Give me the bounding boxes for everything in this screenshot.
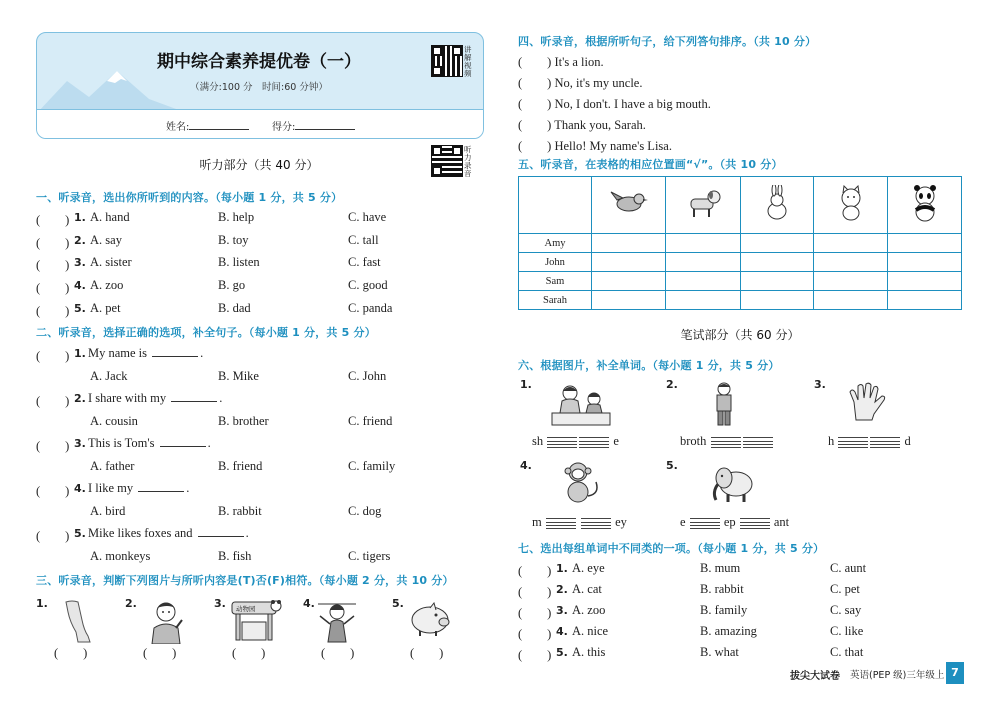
table-row: Amy (519, 234, 962, 253)
list-item: ( ) 2. A. say B. toy C. tall (36, 233, 379, 250)
cat-icon (814, 177, 888, 234)
boy-illustration (146, 598, 186, 644)
footer-subject: 英语(PEP 级)三年级上 (850, 670, 945, 681)
zoo-sign-text: 动物园 (236, 605, 256, 613)
table-row: Sarah (519, 291, 962, 310)
section-1-title: 一、听录音，选出你所听到的内容。（每小题 1 分，共 5 分） (36, 191, 343, 204)
answer-blank[interactable] (198, 526, 244, 537)
pig-illustration (408, 602, 454, 638)
word-fill-2[interactable]: broth (680, 434, 774, 449)
s3-number: 3. (214, 597, 226, 610)
sentence-text: I share with my (88, 391, 167, 405)
list-item: ( ) It's a lion. (518, 55, 604, 69)
page-number: 7 (946, 662, 964, 684)
elephant-illustration (708, 462, 758, 504)
list-item: ( ) 3. A. sister B. listen C. fast (36, 255, 381, 272)
list-item: ( ) No, it's my uncle. (518, 76, 643, 90)
hand-illustration (846, 382, 890, 422)
animal-table (518, 176, 962, 310)
list-item: ( ) 4. A. nice B. amazing C. like (518, 624, 864, 641)
list-item: ( ) 1. A. eye B. mum C. aunt (518, 561, 867, 578)
name-label: 姓名: (166, 122, 190, 133)
s3-number: 2. (125, 597, 137, 610)
list-item: ( ) Thank you, Sarah. (518, 118, 646, 132)
exam-meta: （满分:100 分 时间:60 分钟） (190, 82, 328, 93)
section-4-title: 四、听录音，根据所听句子，给下列答句排序。（共 10 分） (518, 35, 817, 48)
listening-part-title: 听力部分（共 40 分） (199, 158, 319, 172)
list-item: ( ) 5. A. pet B. dad C. panda (36, 301, 393, 318)
leg-illustration (58, 600, 98, 644)
list-item: ( ) No, I don't. I have a big mouth. (518, 97, 711, 111)
sentence-text: This is Tom's (88, 436, 155, 450)
answer-paren[interactable]: ( ) (321, 646, 355, 660)
list-item: ( ) 1. My name is . A. Jack B. Mike C. John (36, 346, 387, 383)
list-item: ( ) Hello! My name's Lisa. (518, 139, 672, 153)
word-fill-1[interactable]: sh e (532, 434, 619, 448)
s6-number: 5. (666, 459, 678, 472)
dog-icon (666, 177, 740, 234)
answer-blank[interactable] (138, 481, 184, 492)
list-item: ( ) 5. Mike likes foxes and . A. monkeys B. fish C. tigers (36, 526, 391, 563)
qr-caption-video: 讲解视频 (464, 45, 472, 78)
s6-number: 1. (520, 378, 532, 391)
panda-icon (888, 177, 962, 234)
written-part-title: 笔试部分（共 60 分） (680, 328, 800, 342)
s6-number: 2. (666, 378, 678, 391)
word-fill-5[interactable]: e ep ant (680, 515, 790, 529)
list-item: ( ) 3. A. zoo B. family C. say (518, 603, 862, 620)
monkey-illustration (556, 460, 602, 504)
list-item: ( ) 4. I like my . A. bird B. rabbit C. dog (36, 481, 382, 518)
table-row: John (519, 253, 962, 272)
section-7-title: 七、选出每组单词中不同类的一项。（每小题 1 分，共 5 分） (518, 542, 825, 555)
qr-code-video[interactable] (432, 46, 462, 76)
table-row: Sam (519, 272, 962, 291)
section-6-title: 六、根据图片，补全单词。（每小题 1 分，共 5 分） (518, 359, 780, 372)
page-title: 期中综合素养提优卷（一） (157, 52, 361, 72)
girl-illustration (316, 596, 358, 644)
rabbit-icon (740, 177, 814, 234)
score-label: 得分: (272, 122, 296, 133)
s6-number: 3. (814, 378, 826, 391)
list-item: ( ) 3. This is Tom's . A. father B. friend C. family (36, 436, 396, 473)
word-fill-4[interactable]: m ey (532, 515, 627, 529)
s6-number: 4. (520, 459, 532, 472)
name-field[interactable] (166, 118, 249, 133)
s3-number: 5. (392, 597, 404, 610)
father-son-illustration (550, 383, 612, 427)
answer-paren[interactable]: ( ) (410, 646, 444, 660)
sentence-text: My name is (88, 346, 148, 360)
s3-number: 4. (303, 597, 315, 610)
answer-paren[interactable]: ( ) (54, 646, 88, 660)
table-header-row (519, 177, 962, 234)
s3-number: 1. (36, 597, 48, 610)
sentence-text: I like my (88, 481, 134, 495)
answer-blank[interactable] (171, 391, 217, 402)
list-item: ( ) 1. A. hand B. help C. have (36, 210, 387, 227)
answer-blank[interactable] (152, 346, 198, 357)
answer-blank[interactable] (160, 436, 206, 447)
answer-paren[interactable]: ( ) (232, 646, 266, 660)
qr-caption-audio: 听力录音 (464, 145, 472, 178)
answer-paren[interactable]: ( ) (143, 646, 177, 660)
word-fill-3[interactable]: h d (828, 434, 911, 448)
section-5-title: 五、听录音，在表格的相应位置画“√”。（共 10 分） (518, 158, 783, 171)
list-item: ( ) 4. A. zoo B. go C. good (36, 278, 388, 295)
footer-brand: 拔尖大试卷 (790, 671, 840, 682)
score-field[interactable] (272, 118, 355, 133)
sentence-text: Mike likes foxes and (88, 526, 193, 540)
section-3-title: 三、听录音，判断下列图片与所听内容是(T)否(F)相符。（每小题 2 分，共 10 分） (36, 574, 454, 587)
list-item: ( ) 2. A. cat B. rabbit C. pet (518, 582, 860, 599)
list-item: ( ) 5. A. this B. what C. that (518, 645, 864, 662)
brother-illustration (710, 381, 738, 427)
section-2-title: 二、听录音，选择正确的选项，补全句子。（每小题 1 分，共 5 分） (36, 326, 376, 339)
list-item: ( ) 2. I share with my . A. cousin B. brother C. friend (36, 391, 393, 428)
bird-icon (592, 177, 666, 234)
